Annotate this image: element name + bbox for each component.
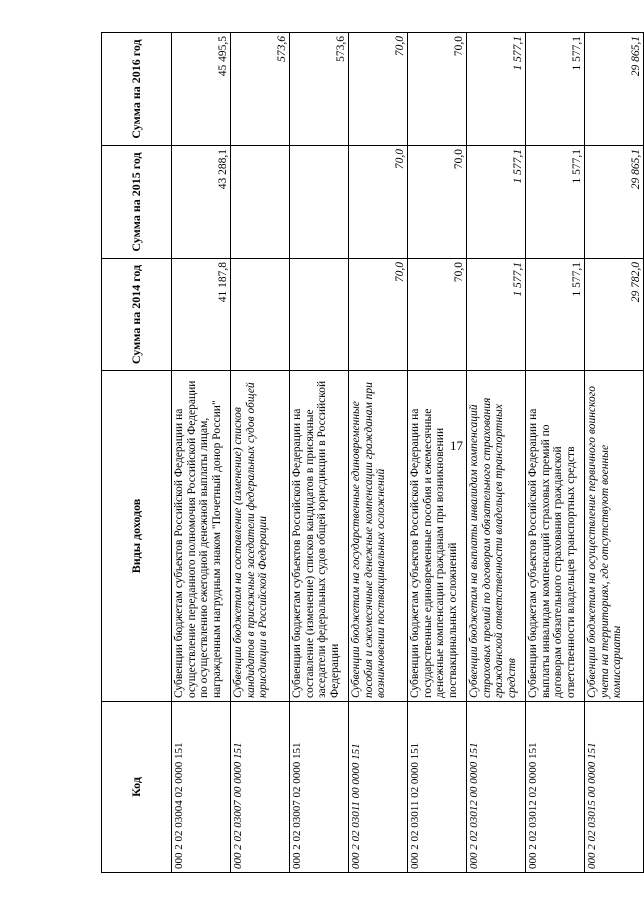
header-sum-2014: Сумма на 2014 год <box>102 259 172 371</box>
row-sum-2014: 41 187,8 <box>172 259 231 371</box>
row-sum-2016: 45 495,5 <box>172 33 231 146</box>
row-code: 000 2 02 03011 02 0000 151 <box>408 702 467 873</box>
table-row <box>467 33 526 873</box>
row-sum-2014: 70,0 <box>349 259 408 371</box>
row-name: Субвенции бюджетам субъектов Российской Федерации на государственные единовременные пособия и ежемесячные денежные компенсации гражданам при возникновении поствакцинальных осложнений <box>408 371 467 702</box>
row-code: 000 2 02 03004 02 0000 151 <box>172 702 231 873</box>
row-code: 000 2 02 03012 02 0000 151 <box>526 702 585 873</box>
table-row <box>290 33 349 873</box>
row-sum-2015: 1 577,1 <box>467 146 526 259</box>
row-name: Субвенции бюджетам на осуществление первичного воинского учета на территориях, где отсутствуют военные комиссариаты <box>585 371 644 702</box>
row-code: 000 2 02 03007 00 0000 151 <box>231 702 290 873</box>
row-sum-2015 <box>231 146 290 259</box>
header-sum-2015: Сумма на 2015 год <box>102 146 172 259</box>
row-name: Субвенции бюджетам субъектов Российской Федерации на осуществление переданного полномочия Российской Федерации по осуществлению ежегодной денежной выплаты лицам, награжденным нагрудным знаком "Почетный донор России" <box>172 371 231 702</box>
page-number: 17 <box>450 438 463 453</box>
row-sum-2014: 70,0 <box>408 259 467 371</box>
table-row <box>349 33 408 873</box>
row-code: 000 2 02 03012 00 0000 151 <box>467 702 526 873</box>
row-sum-2015: 70,0 <box>349 146 408 259</box>
row-sum-2014 <box>290 259 349 371</box>
row-sum-2014: 29 782,0 <box>585 259 644 371</box>
row-sum-2016: 29 865,1 <box>585 33 644 146</box>
row-code: 000 2 02 03011 00 0000 151 <box>349 702 408 873</box>
row-sum-2016: 1 577,1 <box>526 33 585 146</box>
header-name: Виды доходов <box>102 371 172 702</box>
row-sum-2016: 573,6 <box>290 33 349 146</box>
table-row <box>526 33 585 873</box>
row-sum-2014: 1 577,1 <box>467 259 526 371</box>
table-header-row <box>102 33 172 873</box>
row-sum-2015: 1 577,1 <box>526 146 585 259</box>
row-sum-2016: 1 577,1 <box>467 33 526 146</box>
header-sum-2016: Сумма на 2016 год <box>102 33 172 146</box>
row-name: Субвенции бюджетам на выплаты инвалидам компенсаций страховых премий по договорам обязательного страхования гражданской ответственности владельцев транспортных средств <box>467 371 526 702</box>
table-row <box>585 33 644 873</box>
row-sum-2014: 1 577,1 <box>526 259 585 371</box>
row-name: Субвенции бюджетам на государственные единовременные пособия и ежемесячные денежные компенсации гражданам при возникновении поствакцинальных осложнений <box>349 371 408 702</box>
row-sum-2015 <box>290 146 349 259</box>
table-row <box>408 33 467 873</box>
row-sum-2015: 70,0 <box>408 146 467 259</box>
revenue-table <box>101 32 644 873</box>
row-name: Субвенции бюджетам субъектов Российской Федерации на выплаты инвалидам компенсаций страховых премий по договорам обязательного страхования гражданской ответственности владельцев транспортных средств <box>526 371 585 702</box>
row-name: Субвенции бюджетам на составление (изменение) списков кандидатов в присяжные заседатели федеральных судов общей юрисдикции в Российской Федерации <box>231 371 290 702</box>
row-sum-2016: 70,0 <box>349 33 408 146</box>
row-name: Субвенции бюджетам субъектов Российской Федерации на составление (изменение) списков кандидатов в присяжные заседатели федеральных судов общей юрисдикции в Российской Федерации <box>290 371 349 702</box>
row-sum-2015: 43 288,1 <box>172 146 231 259</box>
header-code: Код <box>102 702 172 873</box>
row-sum-2015: 29 865,1 <box>585 146 644 259</box>
row-code: 000 2 02 03015 00 0000 151 <box>585 702 644 873</box>
row-sum-2016: 70,0 <box>408 33 467 146</box>
row-code: 000 2 02 03007 02 0000 151 <box>290 702 349 873</box>
row-sum-2014 <box>231 259 290 371</box>
row-sum-2016: 573,6 <box>231 33 290 146</box>
table-row <box>172 33 231 873</box>
table-row <box>231 33 290 873</box>
rotated-page-content <box>101 33 642 873</box>
